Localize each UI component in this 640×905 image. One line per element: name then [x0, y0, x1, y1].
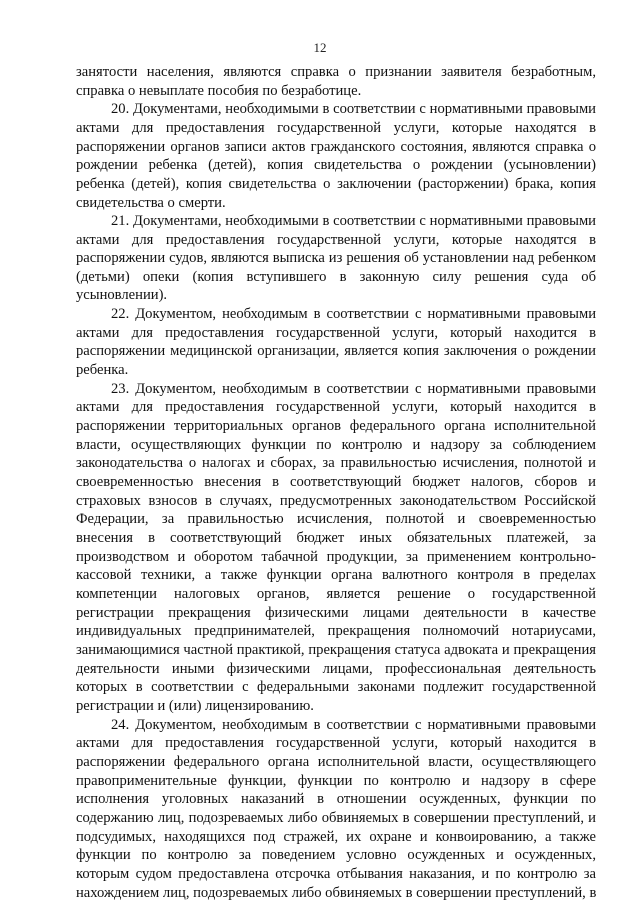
text-line: ребенка (детей), копия свидетельства о заключении (расторжении) брака, копия [76, 176, 596, 192]
text-line: своевременностью внесения в соответствующий бюджет налогов, сборов и [76, 474, 596, 490]
text-line: актами для предоставления государственной услуги, который находится в [76, 735, 596, 751]
text-line: индивидуальных предпринимателей, прекращения полномочий нотариусами, [76, 623, 596, 639]
text-line: занимающимися частной практикой, прекращения статуса адвоката и прекращения [76, 642, 596, 658]
paragraph-23-start: 23. Документом, необходимым в соответствии с нормативными правовыми [111, 381, 596, 397]
text-line: деятельности иными физическими лицами, профессиональная деятельность [76, 661, 596, 677]
text-line: справка о невыплате пособия по безработице. [76, 83, 362, 99]
text-line: содержанию лиц, подозреваемых либо обвиняемых в совершении преступлений, и [76, 810, 596, 826]
paragraph-24-start: 24. Документом, необходимым в соответствии с нормативными правовыми [111, 717, 596, 733]
text-line: которых в соответствии с федеральными законами подлежит государственной [76, 679, 596, 695]
text-line: актами для предоставления государственной услуги, которые находятся в [76, 232, 596, 248]
text-line: регистрации прекращения физическими лицами деятельности в качестве [76, 605, 596, 621]
text-line: исполнения уголовных наказаний в отношении осужденных, функции по [76, 791, 596, 807]
text-line: кассовой техники, а также функции органа валютного контроля в пределах [76, 567, 596, 583]
text-line: которым судом предоставлена отсрочка отбывания наказания, и по контролю за [76, 866, 596, 882]
text-line: производством и оборотом табачной продукции, за применением контрольно- [76, 549, 596, 565]
text-line: распоряжении органов записи актов гражданского состояния, являются справка о [76, 139, 596, 155]
text-line: свидетельства о смерти. [76, 195, 226, 211]
text-line: распоряжении территориальных органов федерального органа исполнительной [76, 418, 596, 434]
text-line: актами для предоставления государственной услуги, который находится в [76, 325, 596, 341]
text-line: нахождением лиц, подозреваемых либо обвиняемых в совершении преступлений, в [76, 885, 597, 901]
text-line: компетенции налоговых органов, является решение о государственной [76, 586, 596, 602]
text-line: внесения в соответствующий бюджет иных обязательных платежей, за [76, 530, 596, 546]
text-line: усыновлении). [76, 287, 168, 303]
text-line: страховых взносов в случаях, предусмотренных законодательством Российской [76, 493, 596, 509]
text-line: распоряжении медицинской организации, является копия заключения о рождении [76, 343, 596, 359]
text-line: распоряжении федерального органа исполнительной власти, осуществляющего [76, 754, 596, 770]
text-line: (детьми) опеки (копия вступившего в законную силу решения суда об [76, 269, 596, 285]
text-line: правоприменительные функции, функции по контролю и надзору в сфере [76, 773, 596, 789]
text-line: законодательства о налогах и сборах, за правильностью исчисления, полнотой и [76, 455, 596, 471]
text-line: регистрации и (или) лицензированию. [76, 698, 314, 714]
page-number: 12 [313, 40, 327, 55]
text-line: власти, осуществляющих функции по контролю и надзору за соблюдением [76, 437, 596, 453]
text-line: занятости населения, являются справка о признании заявителя безработным, [76, 64, 596, 80]
text-line: распоряжении судов, являются выписка из решения об установлении над ребенком [76, 250, 596, 266]
text-line: ребенка. [76, 362, 129, 378]
text-line: актами для предоставления государственной услуги, который находится в [76, 399, 596, 415]
text-line: Федерации, за правильностью исчисления, полнотой и своевременностью [76, 511, 596, 527]
paragraph-20-start: 20. Документами, необходимыми в соответствии с нормативными правовыми [111, 101, 596, 117]
text-line: функции по контролю за поведением условно осужденных и осужденных, [76, 847, 596, 863]
paragraph-22-start: 22. Документом, необходимым в соответствии с нормативными правовыми [111, 306, 596, 322]
text-line: подсудимых, находящихся под стражей, их охране и конвоированию, а также [76, 829, 596, 845]
paragraph-21-start: 21. Документами, необходимыми в соответствии с нормативными правовыми [111, 213, 596, 229]
text-line: актами для предоставления государственной услуги, которые находятся в [76, 120, 596, 136]
text-line: рождении ребенка (детей), копия свидетельства о рождении (усыновлении) [76, 157, 596, 173]
